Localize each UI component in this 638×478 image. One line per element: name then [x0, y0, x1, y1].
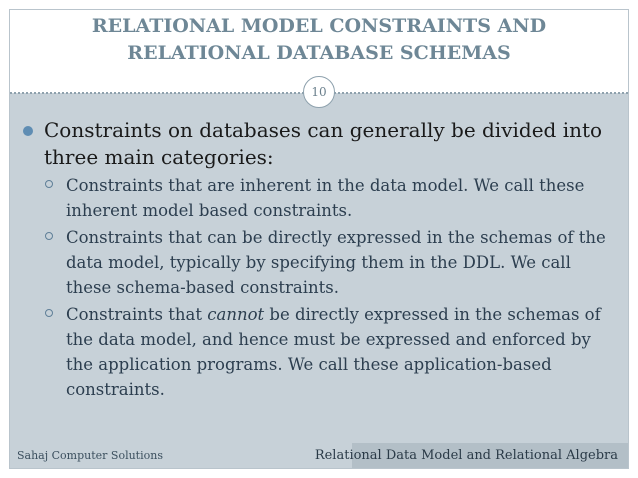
hollow-circle-bullet-icon — [45, 180, 53, 188]
sub-bullet-3 — [22, 302, 612, 402]
sub-bullet-3-emphasis: cannot — [207, 305, 265, 324]
page-number: 10 — [303, 76, 335, 108]
sub-bullet-2-text: Constraints that can be directly expressed in the schemas of the data model, typically by specifying them in the DDL. We call these schema-based constraints. — [66, 228, 606, 297]
footer-author: Sahaj Computer Solutions — [17, 449, 163, 462]
sub-bullet-2 — [22, 225, 612, 300]
main-bullet — [22, 117, 612, 171]
title-line-2: RELATIONAL DATABASE SCHEMAS — [127, 42, 511, 64]
sub-bullet-1 — [22, 173, 612, 223]
hollow-circle-bullet-icon — [45, 309, 53, 317]
footer-topic: Relational Data Model and Relational Algebra — [314, 448, 618, 463]
slide-content — [22, 117, 612, 404]
bullet-dot-icon — [23, 126, 33, 136]
sub-bullet-1-text: Constraints that are inherent in the data model. We call these inherent model based constraints. — [66, 176, 585, 220]
sub-bullet-3-text-start: Constraints that — [66, 305, 208, 324]
hollow-circle-bullet-icon — [45, 232, 53, 240]
main-bullet-text: Constraints on databases can generally be divided into three main categories: — [44, 118, 603, 169]
slide-title — [10, 13, 628, 67]
sub-bullet-list — [22, 173, 612, 402]
title-line-1: RELATIONAL MODEL CONSTRAINTS AND — [91, 15, 547, 37]
sub-bullet-3-text-end: be directly expressed in the schemas of the data model, and hence must be expressed and enforced by the application programs. We call these application-based constraints. — [66, 305, 601, 399]
footer-right-band — [314, 443, 628, 468]
